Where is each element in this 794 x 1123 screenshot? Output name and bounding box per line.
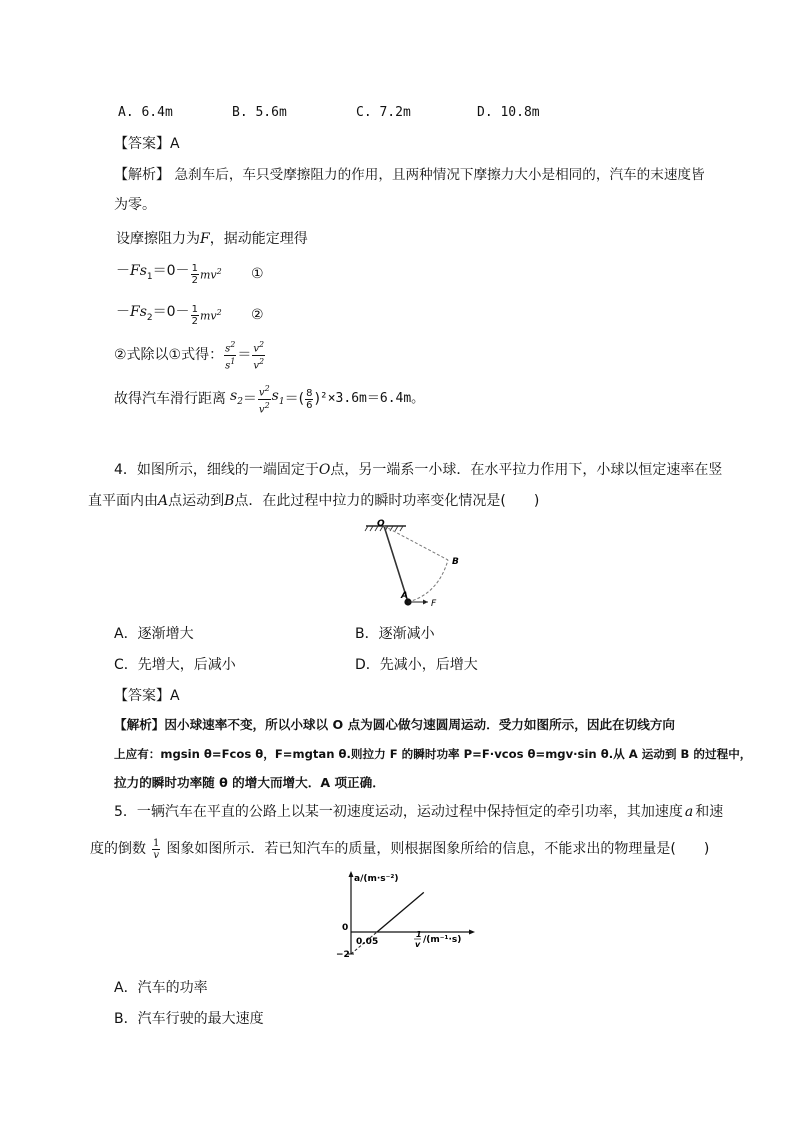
q3-eq2-number: ② [251, 307, 264, 323]
q4-stem-line1: 4．如图所示，细线的一端固定于O点，另一端系一小球．在水平拉力作用下，小球以恒定速率在竖 [114, 462, 723, 478]
q3-option-a: A. 6.4m [118, 105, 173, 120]
q3-option-c: C. 7.2m [356, 105, 411, 120]
q4-analysis-line2: 上应有：mgsin θ=Fcos θ，F=mgtan θ.则拉力 F 的瞬时功率 P=F·vcos θ=mgv·sin θ.从 A 运动到 B 的过程中， [114, 747, 752, 761]
arc-path [408, 560, 448, 602]
label-a: A [401, 591, 408, 601]
x-axis-label: /(m⁻¹·s) [423, 935, 462, 945]
x-label-fraction-den: v [415, 940, 421, 949]
q4-option-c: C．先增大，后减小 [114, 657, 236, 673]
q4-stem-line2: 直平面内由A点运动到B点．在此过程中拉力的瞬时功率变化情况是( ) [88, 493, 540, 509]
q4-option-d: D．先减小，后增大 [355, 657, 478, 673]
q4-option-a: A．逐渐增大 [114, 626, 194, 642]
label-b: B [452, 557, 459, 567]
q3-ratio-line: ②式除以①式得： $\frac{s^2}{s^1}$ ＝ $\frac{v^2}{v^2}$ [114, 340, 265, 371]
q5-option-a: A．汽车的功率 [114, 980, 208, 996]
q5-option-b: B．汽车行驶的最大速度 [114, 1011, 264, 1027]
q3-equation-2: $-Fs_2=0-$ $\frac{1}{2}$ $mv^2$ [116, 303, 222, 327]
series-line [377, 892, 424, 932]
q3-analysis-line2: 为零。 [114, 197, 156, 213]
q3-equation-1: $-Fs_1=0-$ $\frac{1}{2}$ $mv^2$ [116, 262, 222, 286]
q3-option-d: D. 10.8m [477, 105, 540, 120]
q4-analysis-line3: 拉力的瞬时功率随 θ 的增大而增大．A 项正确． [114, 775, 385, 790]
pendulum-figure [360, 518, 470, 612]
x-axis-arrow [469, 930, 475, 935]
q4-analysis-line1: 【解析】因小球速率不变，所以小球以 O 点为圆心做匀速圆周运动．受力如图所示，因此在切线方向 [114, 717, 676, 732]
q4-answer: 【答案】A [114, 688, 180, 704]
origin-label: 0 [342, 923, 349, 933]
q3-eq1-number: ① [251, 266, 264, 282]
x-label-fraction-num: 1 [416, 930, 422, 939]
x-tick-label: 0.05 [356, 937, 379, 947]
label-o: O [377, 519, 385, 529]
q5-stem-line2: 度的倒数 $\frac{1}{v}$ 图象如图所示．若已知汽车的质量，则根据图象所给的信息，不能求出的物理量是( ) [90, 837, 710, 861]
label-f: F [431, 599, 437, 609]
q5-stem-line1: 5．一辆汽车在平直的公路上以某一初速度运动，运动过程中保持恒定的牵引功率，其加速度 a 和速 [114, 804, 724, 820]
q3-setup: 设摩擦阻力为F，据动能定理得 [116, 231, 308, 247]
q3-answer: 【答案】A [114, 136, 180, 152]
y-axis-arrow [349, 871, 354, 877]
force-arrow-head [423, 600, 428, 605]
y-axis-label: a/(m·s⁻²) [354, 874, 399, 884]
q3-analysis-tag: 【解析】 [114, 167, 170, 183]
q3-option-b: B. 5.6m [232, 105, 287, 120]
acceleration-inverse-velocity-graph [334, 868, 484, 960]
q4-option-b: B．逐渐减小 [355, 626, 435, 642]
q3-analysis-line1 [114, 166, 705, 184]
q3-final-line: 故得汽车滑行距离 $s_2$ ＝ $\frac{v^2}{v^2}$ $s_1$ ＝ ( $\frac{8}{6}$ ) ²×3.6m＝6.4m。 [114, 384, 425, 415]
y-tick-label: −2 [336, 950, 350, 960]
q3-analysis-text1: 急刹车后，车只受摩擦阻力的作用，且两种情况下摩擦力大小是相同的，汽车的末速度皆 [174, 167, 705, 183]
